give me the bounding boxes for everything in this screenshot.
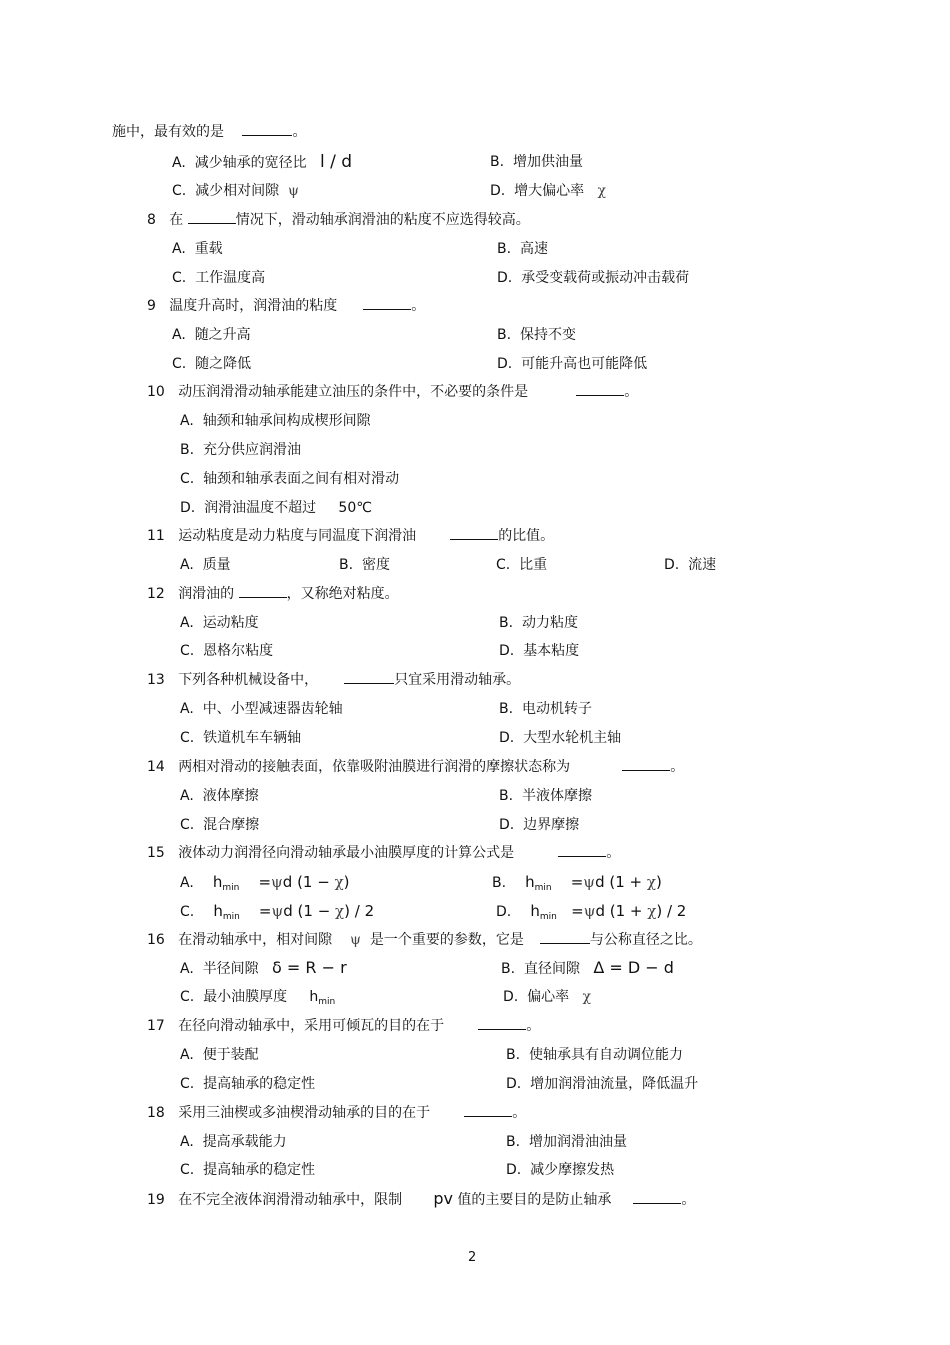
option-b: B. 增加供油量 <box>490 154 583 170</box>
option-a: A. 质量 <box>180 557 231 573</box>
option-a: A. 便于装配 <box>180 1047 259 1063</box>
option-b: B. $h_{min}$ =ψd (1 + χ) <box>492 873 662 893</box>
question-7-stem-end: 施中，最有效的是 。 <box>112 124 307 140</box>
option-d: D. 润滑油温度不超过 50℃ <box>180 500 372 516</box>
chi-symbol: χ <box>334 873 344 891</box>
page-number: 2 <box>468 1250 477 1265</box>
chi-symbol: χ <box>597 183 606 199</box>
answer-blank <box>450 527 498 540</box>
chi-symbol: χ <box>335 902 345 920</box>
option-b: B. 动力粘度 <box>499 615 578 631</box>
option-c: C. 最小油膜厚度 $h_{min}$ <box>180 989 336 1007</box>
option-d: D. 边界摩擦 <box>499 817 580 833</box>
option-b: B. 使轴承具有自动调位能力 <box>506 1047 683 1063</box>
chi-symbol: χ <box>582 989 591 1005</box>
option-b: B. 直径间隙 Δ = D − d <box>501 958 674 977</box>
option-c: C. 减少相对间隙 ψ <box>172 183 300 199</box>
option-d: D. 大型水轮机主轴 <box>499 730 622 746</box>
question-16: 16 在滑动轴承中，相对间隙 ψ 是一个重要的参数，它是 与公称直径之比。 <box>147 932 702 948</box>
question-15: 15 液体动力润滑径向滑动轴承最小油膜厚度的计算公式是 。 <box>147 845 621 861</box>
option-a: A. 中、小型减速器齿轮轴 <box>180 701 343 717</box>
question-9: 9 温度升高时，润滑油的粘度 。 <box>147 298 426 314</box>
answer-blank <box>188 211 236 224</box>
chi-symbol: χ <box>647 902 657 920</box>
question-17: 17 在径向滑动轴承中，采用可倾瓦的目的在于 。 <box>147 1018 541 1034</box>
option-d: D. 减少摩擦发热 <box>506 1162 615 1178</box>
answer-blank <box>464 1104 512 1117</box>
question-13: 13 下列各种机械设备中， 只宜采用滑动轴承。 <box>147 672 521 688</box>
psi-symbol: ψ <box>583 873 596 891</box>
option-c: C. 恩格尔粘度 <box>180 643 274 659</box>
option-a: A. 随之升高 <box>172 327 251 343</box>
question-14: 14 两相对滑动的接触表面，依靠吸附油膜进行润滑的摩擦状态称为 。 <box>147 759 685 775</box>
option-d: D. 增大偏心率 χ <box>490 183 606 199</box>
option-b: B. 保持不变 <box>497 327 576 343</box>
psi-symbol: ψ <box>271 902 284 920</box>
psi-symbol: ψ <box>271 873 283 891</box>
option-a: A. 提高承载能力 <box>180 1134 287 1150</box>
option-c: C. 提高轴承的稳定性 <box>180 1162 316 1178</box>
option-d: D. 基本粘度 <box>499 643 580 659</box>
option-b: B. 半液体摩擦 <box>499 788 592 804</box>
question-19: 19 在不完全液体润滑滑动轴承中，限制 pv 值的主要目的是防止轴承 。 <box>147 1189 696 1208</box>
answer-blank <box>344 671 394 684</box>
option-b: B. 增加润滑油油量 <box>506 1134 627 1150</box>
answer-blank <box>478 1017 526 1030</box>
answer-blank <box>363 297 411 310</box>
option-a: A. 轴颈和轴承间构成楔形间隙 <box>180 413 371 429</box>
question-18: 18 采用三油楔或多油楔滑动轴承的目的在于 。 <box>147 1105 527 1121</box>
option-a: A. 重载 <box>172 241 223 257</box>
answer-blank <box>622 758 670 771</box>
question-10: 10 动压润滑滑动轴承能建立油压的条件中，不必要的条件是 。 <box>147 384 639 400</box>
option-a: A. 运动粘度 <box>180 615 259 631</box>
answer-blank <box>576 383 624 396</box>
option-c: C. 提高轴承的稳定性 <box>180 1076 316 1092</box>
option-c: C. 轴颈和轴承表面之间有相对滑动 <box>180 471 400 487</box>
answer-blank <box>540 931 590 944</box>
psi-symbol: ψ <box>288 183 300 199</box>
option-d: D. $h_{min}$ =ψd (1 + χ) / 2 <box>496 902 687 922</box>
answer-blank <box>239 585 287 598</box>
option-d: D. 增加润滑油流量，降低温升 <box>506 1076 699 1092</box>
question-8: 8 在 情况下，滑动轴承润滑油的粘度不应选得较高。 <box>147 212 530 228</box>
answer-blank <box>242 123 292 136</box>
option-c: C. 随之降低 <box>172 356 252 372</box>
psi-symbol: ψ <box>583 902 596 920</box>
option-c: C. 铁道机车车辆轴 <box>180 730 302 746</box>
option-b: B. 密度 <box>339 557 390 573</box>
answer-blank <box>633 1191 681 1204</box>
option-c: C. 工作温度高 <box>172 270 266 286</box>
psi-symbol: ψ <box>350 932 361 948</box>
option-a: A. 半径间隙 δ = R − r <box>180 958 347 977</box>
option-b: B. 电动机转子 <box>499 701 592 717</box>
chi-symbol: χ <box>646 873 656 891</box>
option-a: A. 液体摩擦 <box>180 788 259 804</box>
option-d: D. 承受变载荷或振动冲击载荷 <box>497 270 690 286</box>
question-11: 11 运动粘度是动力粘度与同温度下润滑油 的比值。 <box>147 528 555 544</box>
option-a: A. $h_{min}$ =ψd (1 − χ) <box>180 873 350 893</box>
option-b: B. 充分供应润滑油 <box>180 442 301 458</box>
option-a: A. 减少轴承的宽径比 l / d <box>172 152 353 172</box>
option-c: C. $h_{min}$ =ψd (1 − χ) / 2 <box>180 902 375 922</box>
option-d: D. 偏心率 χ <box>503 989 591 1005</box>
option-d: D. 流速 <box>664 557 717 573</box>
answer-blank <box>558 844 606 857</box>
question-12: 12 润滑油的 ，又称绝对粘度。 <box>147 586 399 602</box>
option-b: B. 高速 <box>497 241 548 257</box>
option-c: C. 比重 <box>496 557 548 573</box>
option-d: D. 可能升高也可能降低 <box>497 356 648 372</box>
option-c: C. 混合摩擦 <box>180 817 260 833</box>
